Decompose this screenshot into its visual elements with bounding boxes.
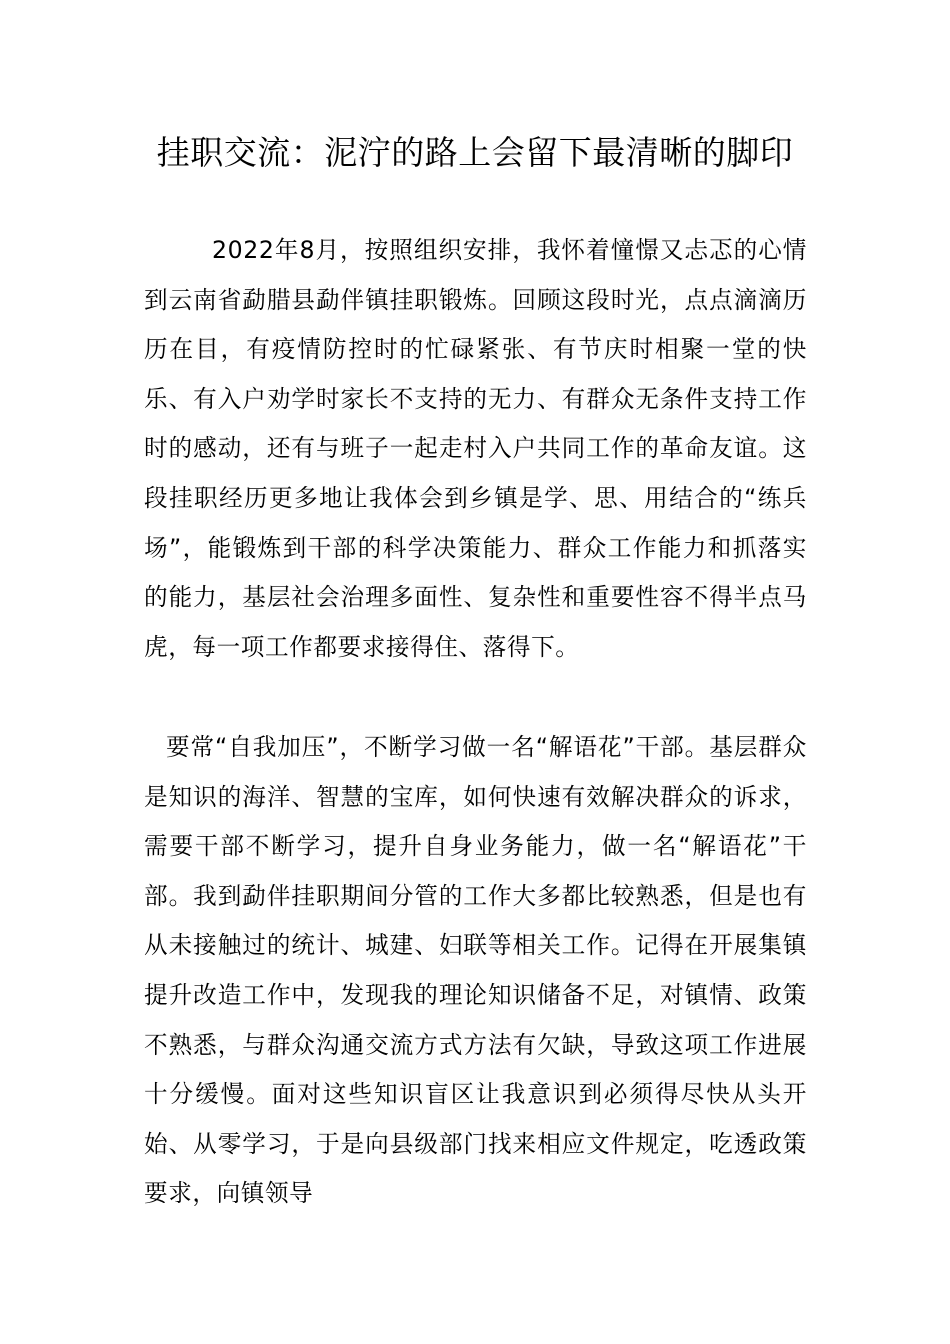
paragraph-1: 2022年8月，按照组织安排，我怀着憧憬又忐忑的心情到云南省勐腊县勐伴镇挂职锻炼。回顾这段时光，点点滴滴历历在目，有疫情防控时的忙碌紧张、有节庆时相聚一堂的快乐、有入户劝学时家长不支持的无力、有群众无条件支持工作时的感动，还有与班子一起走村入户共同工作的革命友谊。这段挂职经历更多地让我体会到乡镇是学、思、用结合的“练兵场”，能锻炼到干部的科学决策能力、群众工作能力和抓落实的能力，基层社会治理多面性、复杂性和重要性容不得半点马虎，每一项工作都要求接得住、落得下。: [144, 236, 807, 661]
paragraph-2: 要常“自我加压”，不断学习做一名“解语花”干部。基层群众是知识的海洋、智慧的宝库，如何快速有效解决群众的诉求，需要干部不断学习，提升自身业务能力，做一名“解语花”干部。我到勐伴挂职期间分管的工作大多都比较熟悉，但是也有从未接触过的统计、城建、妇联等相关工作。记得在开展集镇提升改造工作中，发现我的理论知识储备不足，对镇情、政策不熟悉，与群众沟通交流方式方法有欠缺，导致这项工作进展十分缓慢。面对这些知识盲区让我意识到必须得尽快从头开始、从零学习，于是向县级部门找来相应文件规定，吃透政策要求，向镇领导: [144, 733, 807, 1208]
document-title: 挂职交流：泥泞的路上会留下最清晰的脚印: [156, 133, 794, 172]
